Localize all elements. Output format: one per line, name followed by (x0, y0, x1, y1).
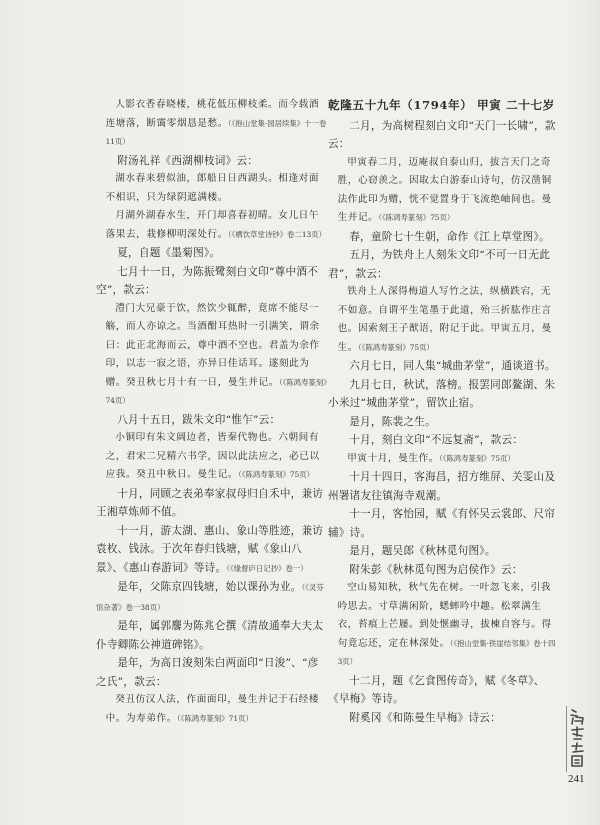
paragraph-text: 附汤礼祥《西湖柳枝词》云： (117, 154, 259, 167)
source-citation: （《抱山堂集·园居续集》十一卷11页） (105, 118, 327, 146)
source-citation: （《陈鸿寿篆刻》75页） (378, 213, 455, 222)
calligraphy-signature-mark (566, 706, 589, 772)
paragraph-text: 七月十一日，为陈振鹭刻白文印“尊中酒不空”，款云： (96, 265, 319, 296)
paragraph (328, 246, 560, 283)
paragraph (96, 263, 328, 300)
paragraph (96, 617, 328, 654)
paragraph-text: 九月七日，秋试，落榜。报罢同郎鳌湖、朱小米过“城曲茅堂”，留饮止宿。 (328, 378, 556, 409)
paragraph (328, 505, 560, 542)
paragraph-text: 十月十四日，客海昌，招方维屏、关雯山及州署诸友往镇海寺观潮。 (328, 471, 556, 502)
paragraph (328, 376, 560, 413)
paragraph (328, 117, 560, 154)
paragraph (328, 672, 560, 709)
left-column (96, 96, 328, 728)
quotation (338, 450, 560, 469)
paragraph-text: 八月十五日，跋朱文印“惟乍”云： (117, 413, 281, 426)
year-heading-text: 乾隆五十九年（1794年） 甲寅 二十七岁 (328, 98, 555, 112)
paragraph (96, 654, 328, 691)
paragraph-text: 夏，自题《墨菊图》。 (117, 247, 221, 259)
quotation (106, 300, 328, 411)
paragraph-text: 十一月，游太湖、惠山、象山等胜迹，兼访袁枚、钱泳。于次年春归钱塘，赋《象山八景》、《惠山春游词》等诗。 (96, 524, 324, 574)
paragraph-text: 附奚冈《和陈曼生早梅》诗云： (349, 711, 501, 724)
paragraph-text: 十二月，题《乞食图传奇》，赋《冬草》、《早梅》等诗。 (328, 674, 545, 705)
source-citation: （《缘督庐日记抄》卷一） (226, 563, 308, 573)
quotation (106, 207, 328, 244)
calligraphy-glyphs (567, 706, 589, 772)
quotation-text: 月湖外湖春水生，开门却喜春初晴。女儿日午落果去，栽修柳明深处行。 (105, 210, 320, 240)
paragraph-text: 是月，题吴郎《秋林觅句图》。 (349, 545, 496, 557)
paragraph-text: 春，童阶七十生朝，命作《江上草堂图》。 (349, 230, 550, 243)
quotation-text: 人影衣香春晓楼，桃花低压柳枝柔。而今载酒连塘落，断霭零烟恳是愁。 (105, 99, 320, 129)
paragraph-text: 是年，属郭麐为陈兆仑撰《清故通奉大夫太仆寺卿陈公神道碑铭》。 (96, 620, 324, 651)
quotation (338, 154, 560, 228)
paragraph (328, 468, 560, 505)
paragraph (328, 561, 560, 580)
source-citation: （《陈鸿寿篆刻》74页） (105, 377, 327, 405)
paragraph (96, 522, 328, 579)
source-citation: （《陈鸿寿篆刻》75页） (357, 342, 434, 352)
paragraph (328, 431, 560, 450)
paragraph-text: 是年，父陈京四钱塘，始以课孙为业。 (117, 581, 302, 593)
quotation (106, 429, 328, 485)
quotation (338, 579, 560, 672)
quotation (338, 283, 560, 357)
quotation-text: 空山易知秋，秋气先在树。一叶忽飞来，引我吟思去。寸草满闲阶，蟋蟀吟中趣。松翠满生衣，苔痕上芒屦。到处惬幽寻，拔楝自容与。得句竟忘还，定在林深处。 (337, 582, 552, 649)
paragraph (328, 228, 560, 247)
quotation-text: 湖水春来碧似油，郎船日日西湖头。相逢对面不相识，只为绿阴遮满楼。 (105, 173, 320, 203)
source-citation: （《陈鸿寿篆刻》75页） (238, 470, 315, 479)
paragraph (328, 542, 560, 561)
paragraph-text: 二月，为高树程刻白文印“天门一长啸”，款云： (328, 119, 556, 150)
source-citation: （《抱山堂集·铁崖结邻集》卷十四3页） (337, 638, 556, 666)
year-heading (328, 96, 560, 115)
quotation (106, 170, 328, 207)
page-number: 241 (568, 773, 585, 785)
paragraph-text: 五月，为铁舟上人刻朱文印“不可一日无此君”，款云： (328, 249, 551, 280)
source-citation: （《陈鸿寿篆刻》75页） (438, 453, 515, 463)
paragraph-text: 六月七日，同人集“城曲茅堂”，通谈道书。 (349, 360, 556, 372)
paragraph (96, 244, 328, 263)
paragraph (96, 485, 328, 522)
source-citation: （《栖饮草堂诗钞》卷二13页） (227, 229, 327, 239)
paragraph-text: 十月，同顾之表弟奉家叔母归自禾中，兼访王湘草炼师不值。 (96, 487, 324, 518)
paragraph (96, 411, 328, 430)
quotation-text: 小铜印有朱文阔边者，皆秦代物也。六朝间有之，君宋二兄精六书学，因以此法应之，必已以应我。癸丑中秋日。曼生记。 (105, 432, 320, 480)
paragraph-text: 是年，为高日浚刻朱白两面印“日浚”、“彦之氏”，款云： (96, 657, 319, 688)
paragraph-text: 附朱彭《秋林觅句图为启侯作》云： (349, 563, 523, 576)
quotation-text: 甲寅十月，曼生作。 (347, 452, 439, 464)
paragraph-text: 十一月，客怡园，赋《有怀吴云裳郎、尺帘辅》诗。 (328, 508, 556, 539)
quotation-text: 澧门大兄豪于饮，然饮少辄醉，竟席不能尽一觞，而人亦谅之。当酒酣耳热时一引满笑，谓余曰：此正北海而云，尊中酒不空也。君盖为余作印，以志一寂之语，亦异日佳话耳。遂刻此为赠。癸丑秋七月十有一日，曼生并记。 (105, 302, 320, 388)
right-column (328, 96, 560, 727)
paragraph (328, 413, 560, 432)
paragraph (96, 152, 328, 171)
paragraph (328, 709, 560, 728)
paragraph-text: 是月，陈裴之生。 (349, 415, 436, 428)
quotation-text: 铁舟上人深得梅道人写竹之法，纵横跌宕，无不如意。自谓平生笔墨于此道，殆三折肱作庄言也。因索刻王子猷语，附记于此。甲寅五月，曼生。 (337, 286, 552, 353)
quotation-text: 甲寅春二月，迈庵叔自泰山归，拔言天门之奇胜，心窃羡之。因取太白游泰山诗句，仿汉凿铜法作此印为赠，恍不觉置身于飞流绝岫间也。曼生并记。 (337, 156, 552, 223)
paragraph (328, 357, 560, 376)
paragraph (96, 578, 328, 617)
quotation (106, 96, 328, 152)
quotation-text: 癸丑仿汉人法，作面面印，曼生并记于石经楼中。为寿弟作。 (105, 694, 320, 724)
source-citation: （《灵芬馆杂著》卷一38页） (96, 583, 324, 612)
quotation (106, 691, 328, 728)
source-citation: （《陈鸿寿篆刻》71页） (176, 713, 253, 723)
paragraph-text: 十月，刻白文印“不远复斋”，款云： (349, 434, 524, 446)
